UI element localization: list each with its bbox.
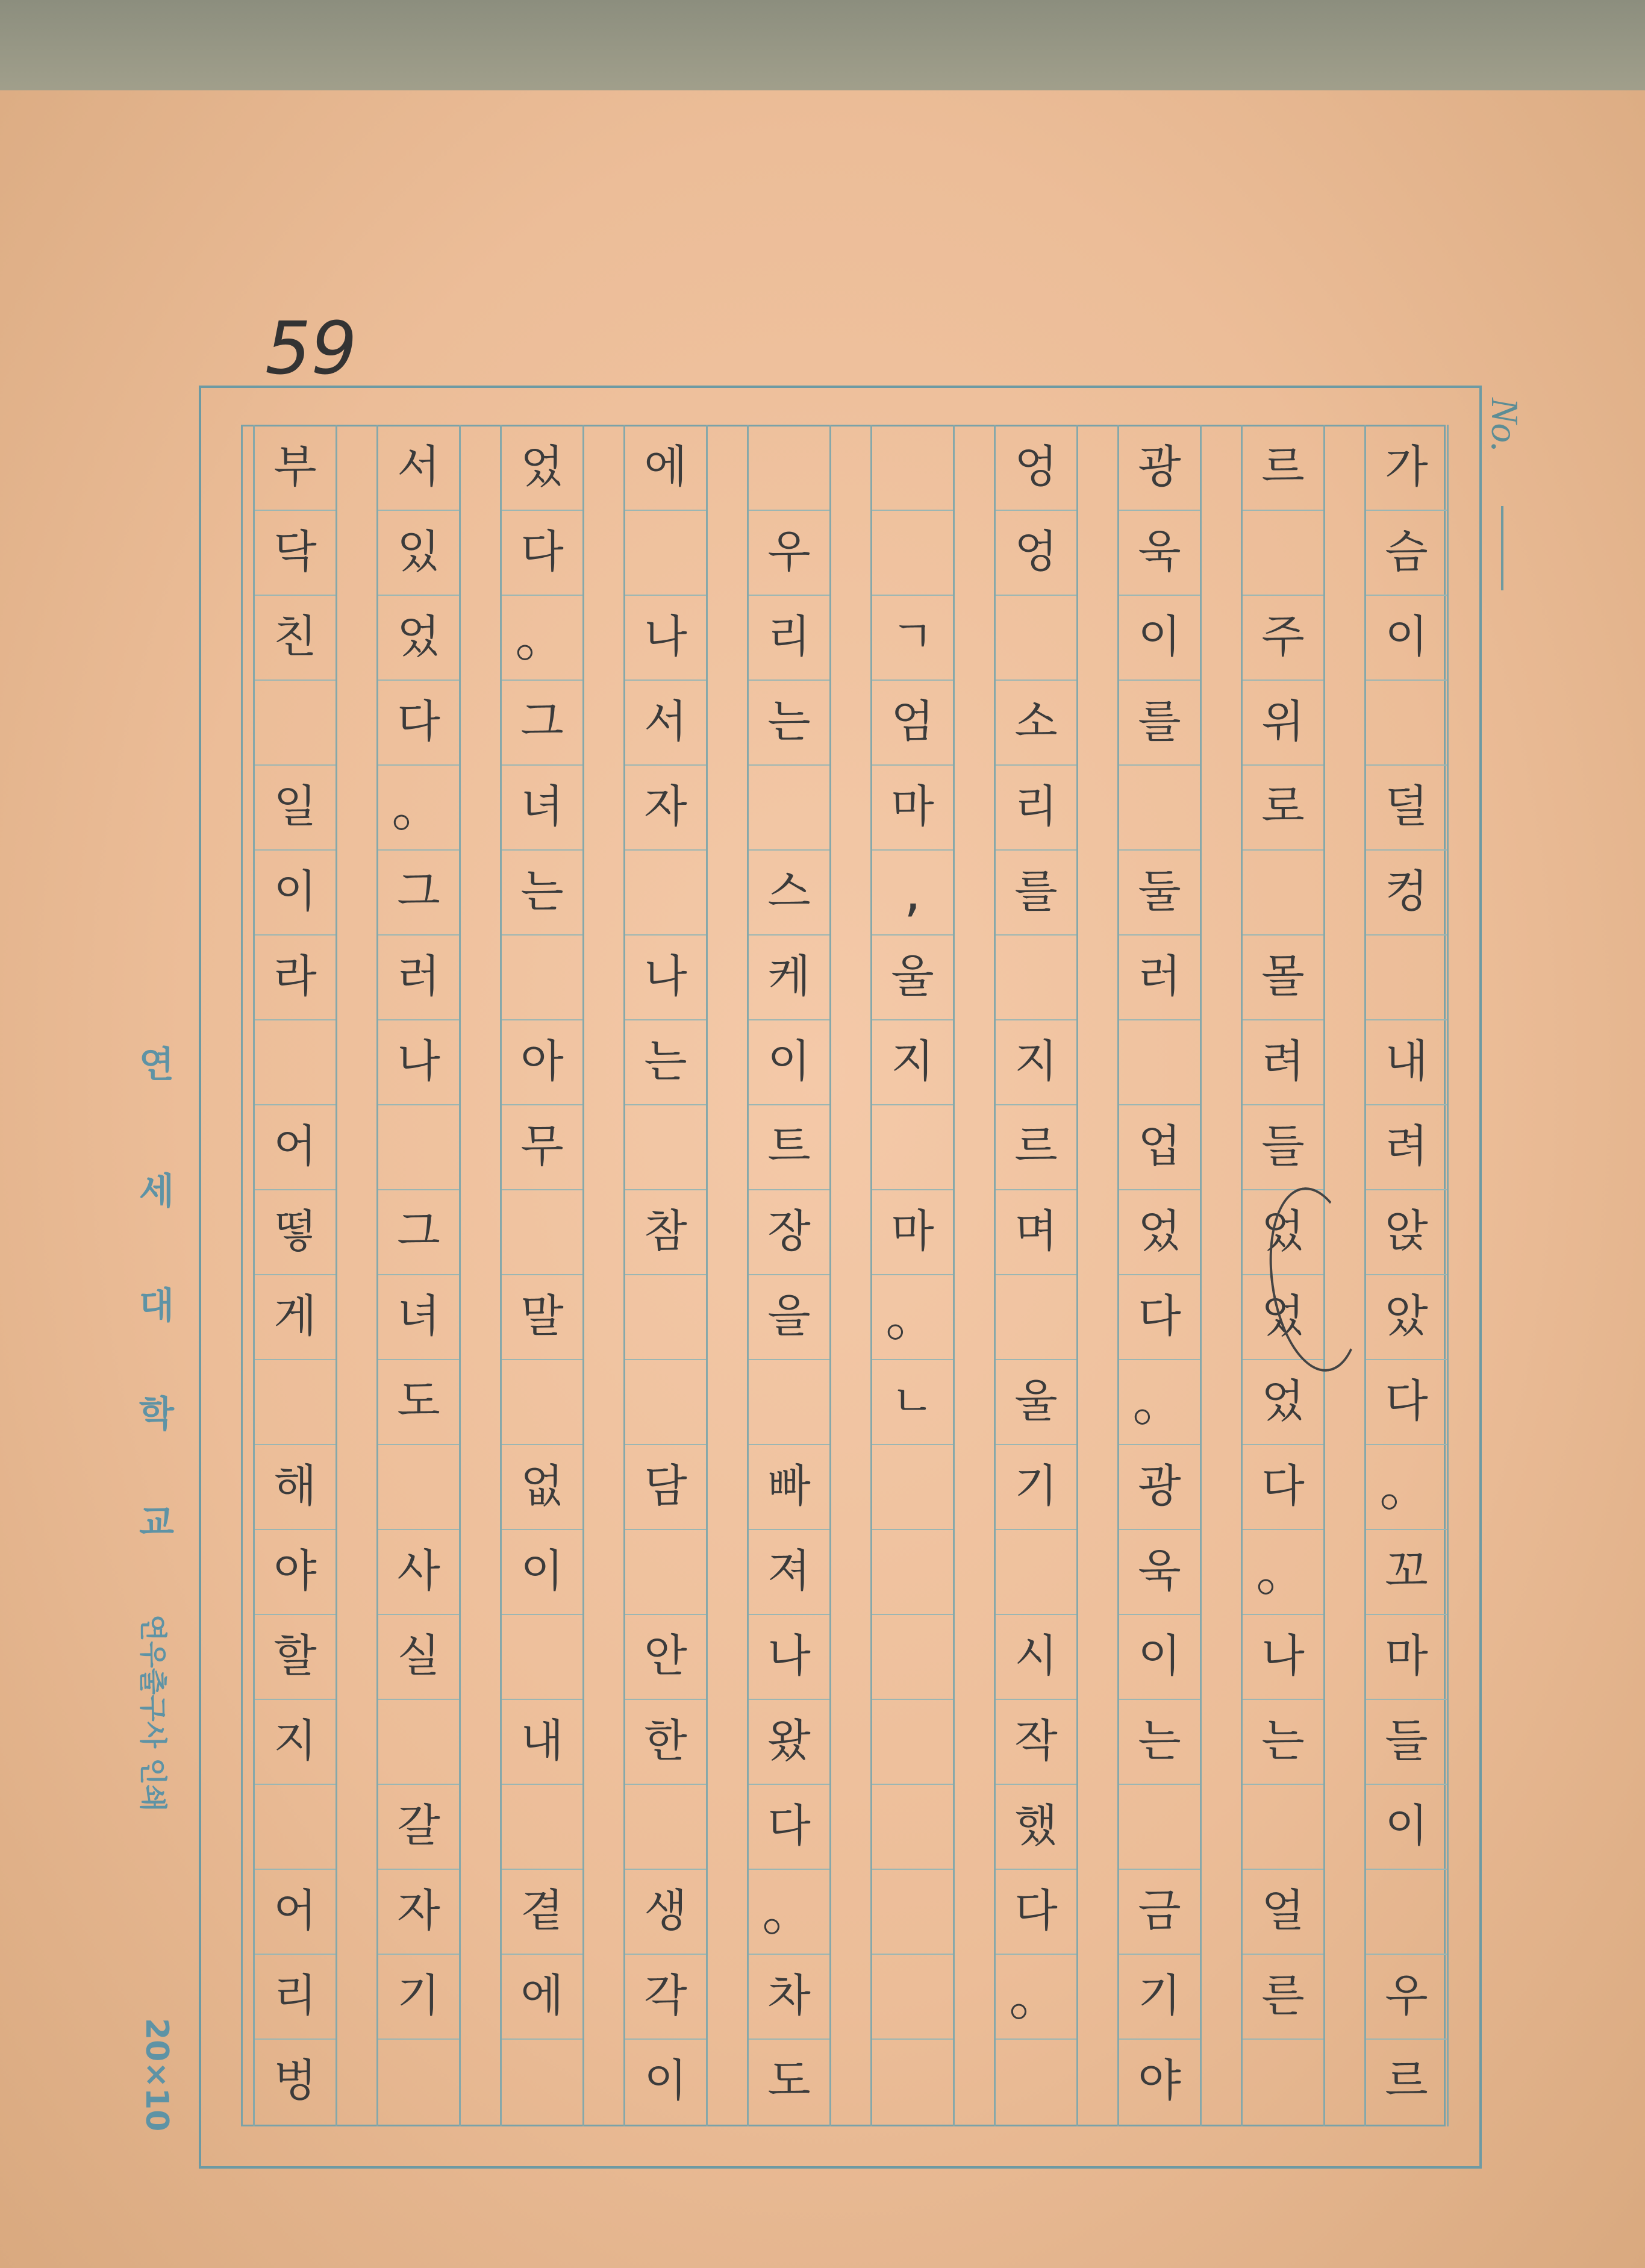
manuscript-char: 。 <box>515 605 569 669</box>
manuscript-char: 차 <box>767 1970 811 2022</box>
manuscript-char: 장 <box>767 1205 811 1257</box>
manuscript-char: 리 <box>273 1970 317 2022</box>
manuscript-char: 컹 <box>1385 866 1428 917</box>
manuscript-char: 려 <box>1385 1120 1428 1172</box>
manuscript-char: 슴 <box>1385 526 1428 578</box>
manuscript-char: 었 <box>1261 1205 1305 1257</box>
manuscript-char <box>996 934 1076 1019</box>
no-field <box>1484 398 1527 602</box>
manuscript-char: 자 <box>644 781 687 833</box>
manuscript-char: 。 <box>392 775 446 839</box>
manuscript-char: 둘 <box>1138 866 1181 917</box>
manuscript-char: 마 <box>891 1205 934 1257</box>
manuscript-char: 을 <box>767 1290 811 1342</box>
manuscript-char: 。 <box>1009 1964 1063 2028</box>
manuscript-char: 러 <box>1138 951 1181 1002</box>
manuscript-char: 게 <box>273 1290 317 1342</box>
manuscript-char <box>872 1444 953 1529</box>
seal-char: 연 <box>139 1044 174 1086</box>
manuscript-char: 나 <box>397 1036 440 1087</box>
manuscript-char: 마 <box>1385 1630 1428 1682</box>
manuscript-column <box>994 425 1078 2126</box>
manuscript-char: 내 <box>1385 1036 1428 1087</box>
manuscript-char: 금 <box>1138 1885 1181 1937</box>
manuscript-char <box>502 1614 582 1699</box>
manuscript-char: 는 <box>1138 1715 1181 1767</box>
manuscript-char: 했 <box>1014 1800 1058 1852</box>
manuscript-char: 무 <box>520 1120 564 1172</box>
manuscript-char: 기 <box>1138 1970 1181 2022</box>
manuscript-char: 라 <box>273 951 317 1002</box>
manuscript-char <box>1119 764 1200 849</box>
manuscript-char: 이 <box>273 866 317 917</box>
manuscript-char: 。 <box>762 1879 816 1943</box>
manuscript-char: 자 <box>397 1885 440 1937</box>
manuscript-char: ㄱ <box>891 611 934 663</box>
manuscript-char: 업 <box>1138 1120 1181 1172</box>
manuscript-char <box>502 2038 582 2123</box>
manuscript-column <box>1364 425 1449 2126</box>
manuscript-char <box>1243 849 1323 934</box>
manuscript-char <box>749 1359 829 1444</box>
manuscript-char <box>625 1529 706 1614</box>
manuscript-char: 에 <box>520 1970 564 2022</box>
manuscript-char: 앉 <box>1385 1205 1428 1257</box>
manuscript-char: 작 <box>1014 1715 1058 1767</box>
manuscript-char: 안 <box>644 1630 687 1682</box>
manuscript-char: 다 <box>1138 1290 1181 1342</box>
manuscript-char: 말 <box>520 1290 564 1342</box>
seal-char: 대 <box>139 1285 174 1327</box>
manuscript-char: 위 <box>1261 696 1305 748</box>
manuscript-char <box>872 1784 953 1869</box>
manuscript-char: 른 <box>1261 1970 1305 2022</box>
manuscript-char: 르 <box>1014 1120 1058 1172</box>
seal-char: 교 <box>139 1502 174 1544</box>
manuscript-char: 스 <box>767 866 811 917</box>
manuscript-char <box>1366 679 1447 764</box>
manuscript-char: 녀 <box>397 1290 440 1342</box>
manuscript-char: 그 <box>397 866 440 917</box>
manuscript-column <box>376 425 461 2126</box>
manuscript-char <box>872 1869 953 1954</box>
manuscript-char: 지 <box>891 1036 934 1087</box>
manuscript-char: 할 <box>273 1630 317 1682</box>
manuscript-char <box>872 1614 953 1699</box>
seal-char: 학 <box>139 1393 174 1435</box>
manuscript-char: 엉 <box>1014 526 1058 578</box>
manuscript-column <box>500 425 584 2126</box>
manuscript-char <box>378 1104 459 1189</box>
manuscript-char <box>872 1104 953 1189</box>
manuscript-char: 러 <box>397 951 440 1002</box>
manuscript-char: 나 <box>644 611 687 663</box>
manuscript-char <box>625 1784 706 1869</box>
manuscript-char <box>502 1359 582 1444</box>
manuscript-char: 았 <box>1385 1290 1428 1342</box>
manuscript-char: 떻 <box>273 1205 317 1257</box>
manuscript-char <box>996 1274 1076 1359</box>
manuscript-char <box>625 849 706 934</box>
manuscript-char <box>625 510 706 595</box>
manuscript-char <box>255 1784 336 1869</box>
manuscript-char: 담 <box>644 1460 687 1512</box>
manuscript-char <box>378 1699 459 1784</box>
manuscript-char: 가 <box>1385 441 1428 493</box>
manuscript-char: 져 <box>767 1545 811 1597</box>
manuscript-char: 한 <box>644 1715 687 1767</box>
manuscript-char: 우 <box>1385 1970 1428 2022</box>
manuscript-char: 다 <box>397 696 440 748</box>
manuscript-char: 서 <box>397 441 440 493</box>
manuscript-column <box>747 425 831 2126</box>
manuscript-char: 이 <box>520 1545 564 1597</box>
top-shadow-band <box>0 0 1645 96</box>
manuscript-char: 었 <box>1261 1290 1305 1342</box>
manuscript-char <box>872 1529 953 1614</box>
manuscript-char: 생 <box>644 1885 687 1937</box>
manuscript-char: 었 <box>1138 1205 1181 1257</box>
manuscript-char: 엉 <box>1014 441 1058 493</box>
manuscript-char: 일 <box>273 781 317 833</box>
manuscript-char: 며 <box>1014 1205 1058 1257</box>
manuscript-char: 기 <box>397 1970 440 2022</box>
manuscript-char: 지 <box>1014 1036 1058 1087</box>
manuscript-char: 곁 <box>520 1885 564 1937</box>
manuscript-char: 지 <box>273 1715 317 1767</box>
seal-char: 세 <box>139 1170 174 1213</box>
manuscript-char: 주 <box>1261 611 1305 663</box>
manuscript-char: 에 <box>644 441 687 493</box>
manuscript-char <box>1366 934 1447 1019</box>
manuscript-char: 기 <box>1014 1460 1058 1512</box>
manuscript-char: 친 <box>273 611 317 663</box>
manuscript-char <box>1366 1869 1447 1954</box>
manuscript-char <box>625 1274 706 1359</box>
manuscript-char: 소 <box>1014 696 1058 748</box>
manuscript-char <box>1119 1784 1200 1869</box>
manuscript-char: 야 <box>1138 2055 1181 2107</box>
manuscript-char <box>378 2038 459 2123</box>
manuscript-char: 마 <box>891 781 934 833</box>
manuscript-char: 꼬 <box>1385 1545 1428 1597</box>
manuscript-char <box>872 425 953 510</box>
manuscript-char: 케 <box>767 951 811 1002</box>
manuscript-char: 。 <box>1379 1455 1434 1518</box>
manuscript-char: 있 <box>397 526 440 578</box>
manuscript-char: 그 <box>397 1205 440 1257</box>
manuscript-char: 덜 <box>1385 781 1428 833</box>
manuscript-char: 。 <box>1132 1370 1187 1433</box>
manuscript-char: 는 <box>1261 1715 1305 1767</box>
manuscript-char: 광 <box>1138 1460 1181 1512</box>
grid-size-label: 20×10 <box>139 2018 175 2132</box>
manuscript-char: 그 <box>520 696 564 748</box>
university-seal <box>120 1036 193 2181</box>
manuscript-char <box>749 764 829 849</box>
manuscript-char: 야 <box>273 1545 317 1597</box>
manuscript-char: 었 <box>1261 1375 1305 1427</box>
manuscript-char: 닥 <box>273 526 317 578</box>
page-number: 59 <box>265 307 357 391</box>
manuscript-char <box>1243 2038 1323 2123</box>
manuscript-char: 로 <box>1261 781 1305 833</box>
manuscript-char: 욱 <box>1138 526 1181 578</box>
manuscript-char: 울 <box>1014 1375 1058 1427</box>
manuscript-char: 려 <box>1261 1036 1305 1087</box>
manuscript-char: 리 <box>1014 781 1058 833</box>
manuscript-char: 를 <box>1138 696 1181 748</box>
manuscript-char: 이 <box>1138 611 1181 663</box>
manuscript-char: 르 <box>1385 2055 1428 2107</box>
manuscript-char <box>872 1699 953 1784</box>
manuscript-char: 이 <box>767 1036 811 1087</box>
manuscript-column <box>253 425 337 2126</box>
manuscript-char <box>1243 510 1323 595</box>
manuscript-char: 다 <box>767 1800 811 1852</box>
manuscript-char: 도 <box>397 1375 440 1427</box>
grid-size <box>120 2018 193 2138</box>
manuscript-char <box>872 510 953 595</box>
manuscript-char <box>255 1359 336 1444</box>
manuscript-char: 다 <box>1014 1885 1058 1937</box>
no-label: No. <box>1484 398 1526 452</box>
manuscript-char: 참 <box>644 1205 687 1257</box>
manuscript-char: 몰 <box>1261 951 1305 1002</box>
manuscript-char: 나 <box>767 1630 811 1682</box>
manuscript-char <box>378 1444 459 1529</box>
manuscript-char: 트 <box>767 1120 811 1172</box>
manuscript-char: 었 <box>397 611 440 663</box>
manuscript-char <box>625 1359 706 1444</box>
manuscript-char: 빠 <box>767 1460 811 1512</box>
manuscript-char: 르 <box>1261 441 1305 493</box>
manuscript-char: 다 <box>1261 1460 1305 1512</box>
manuscript-column <box>1117 425 1202 2126</box>
manuscript-char: 우 <box>767 526 811 578</box>
manuscript-column <box>870 425 955 2126</box>
manuscript-char: 다 <box>520 526 564 578</box>
manuscript-char: 실 <box>397 1630 440 1682</box>
manuscript-char: 부 <box>273 441 317 493</box>
manuscript-char: 엄 <box>891 696 934 748</box>
printer-imprint <box>120 1614 193 1855</box>
manuscript-char: 이 <box>1385 611 1428 663</box>
manuscript-char: 는 <box>767 696 811 748</box>
manuscript-char: 내 <box>520 1715 564 1767</box>
manuscript-char <box>502 1784 582 1869</box>
manuscript-char: 를 <box>1014 866 1058 917</box>
manuscript-char <box>996 1529 1076 1614</box>
manuscript-char <box>872 2038 953 2123</box>
manuscript-char: 이 <box>1385 1800 1428 1852</box>
manuscript-char: 도 <box>767 2055 811 2107</box>
manuscript-char <box>749 425 829 510</box>
manuscript-char: 서 <box>644 696 687 748</box>
manuscript-char: 해 <box>273 1460 317 1512</box>
manuscript-char <box>625 1104 706 1189</box>
manuscript-char: 사 <box>397 1545 440 1597</box>
manuscript-char: 벙 <box>273 2055 317 2107</box>
manuscript-char: 들 <box>1385 1715 1428 1767</box>
manuscript-char: 녀 <box>520 781 564 833</box>
manuscript-char: 리 <box>767 611 811 663</box>
manuscript-char <box>996 595 1076 679</box>
manuscript-char <box>502 934 582 1019</box>
manuscript-char: 이 <box>644 2055 687 2107</box>
printer-label: 연우출구사 인쇄 <box>137 1614 169 1812</box>
manuscript-char: 각 <box>644 1970 687 2022</box>
manuscript-char: 는 <box>644 1036 687 1087</box>
manuscript-char: 갈 <box>397 1800 440 1852</box>
manuscript-char: , <box>904 860 922 923</box>
manuscript-column <box>623 425 708 2126</box>
manuscript-char: ㄴ <box>891 1375 934 1427</box>
manuscript-char: 들 <box>1261 1120 1305 1172</box>
manuscript-char: 었 <box>520 441 564 493</box>
manuscript-char <box>255 1019 336 1104</box>
manuscript-char: 아 <box>520 1036 564 1087</box>
manuscript-char <box>996 2038 1076 2123</box>
manuscript-char: 어 <box>273 1120 317 1172</box>
manuscript-char: 시 <box>1014 1630 1058 1682</box>
manuscript-char: 。 <box>1256 1540 1310 1603</box>
manuscript-char: 는 <box>520 866 564 917</box>
manuscript-char <box>255 679 336 764</box>
manuscript-char: 나 <box>644 951 687 1002</box>
manuscript-char: 。 <box>885 1285 940 1348</box>
manuscript-char: 얼 <box>1261 1885 1305 1937</box>
manuscript-char: 광 <box>1138 441 1181 493</box>
manuscript-char: 없 <box>520 1460 564 1512</box>
manuscript-char: 어 <box>273 1885 317 1937</box>
manuscript-char: 울 <box>891 951 934 1002</box>
manuscript-char <box>872 1954 953 2038</box>
manuscript-char: 이 <box>1138 1630 1181 1682</box>
manuscript-char: 다 <box>1385 1375 1428 1427</box>
manuscript-char: 왔 <box>767 1715 811 1767</box>
manuscript-char <box>502 1189 582 1274</box>
manuscript-char <box>1119 1019 1200 1104</box>
manuscript-char: 나 <box>1261 1630 1305 1682</box>
manuscript-char: 욱 <box>1138 1545 1181 1597</box>
manuscript-char <box>1243 1784 1323 1869</box>
no-field-line <box>1501 506 1503 590</box>
